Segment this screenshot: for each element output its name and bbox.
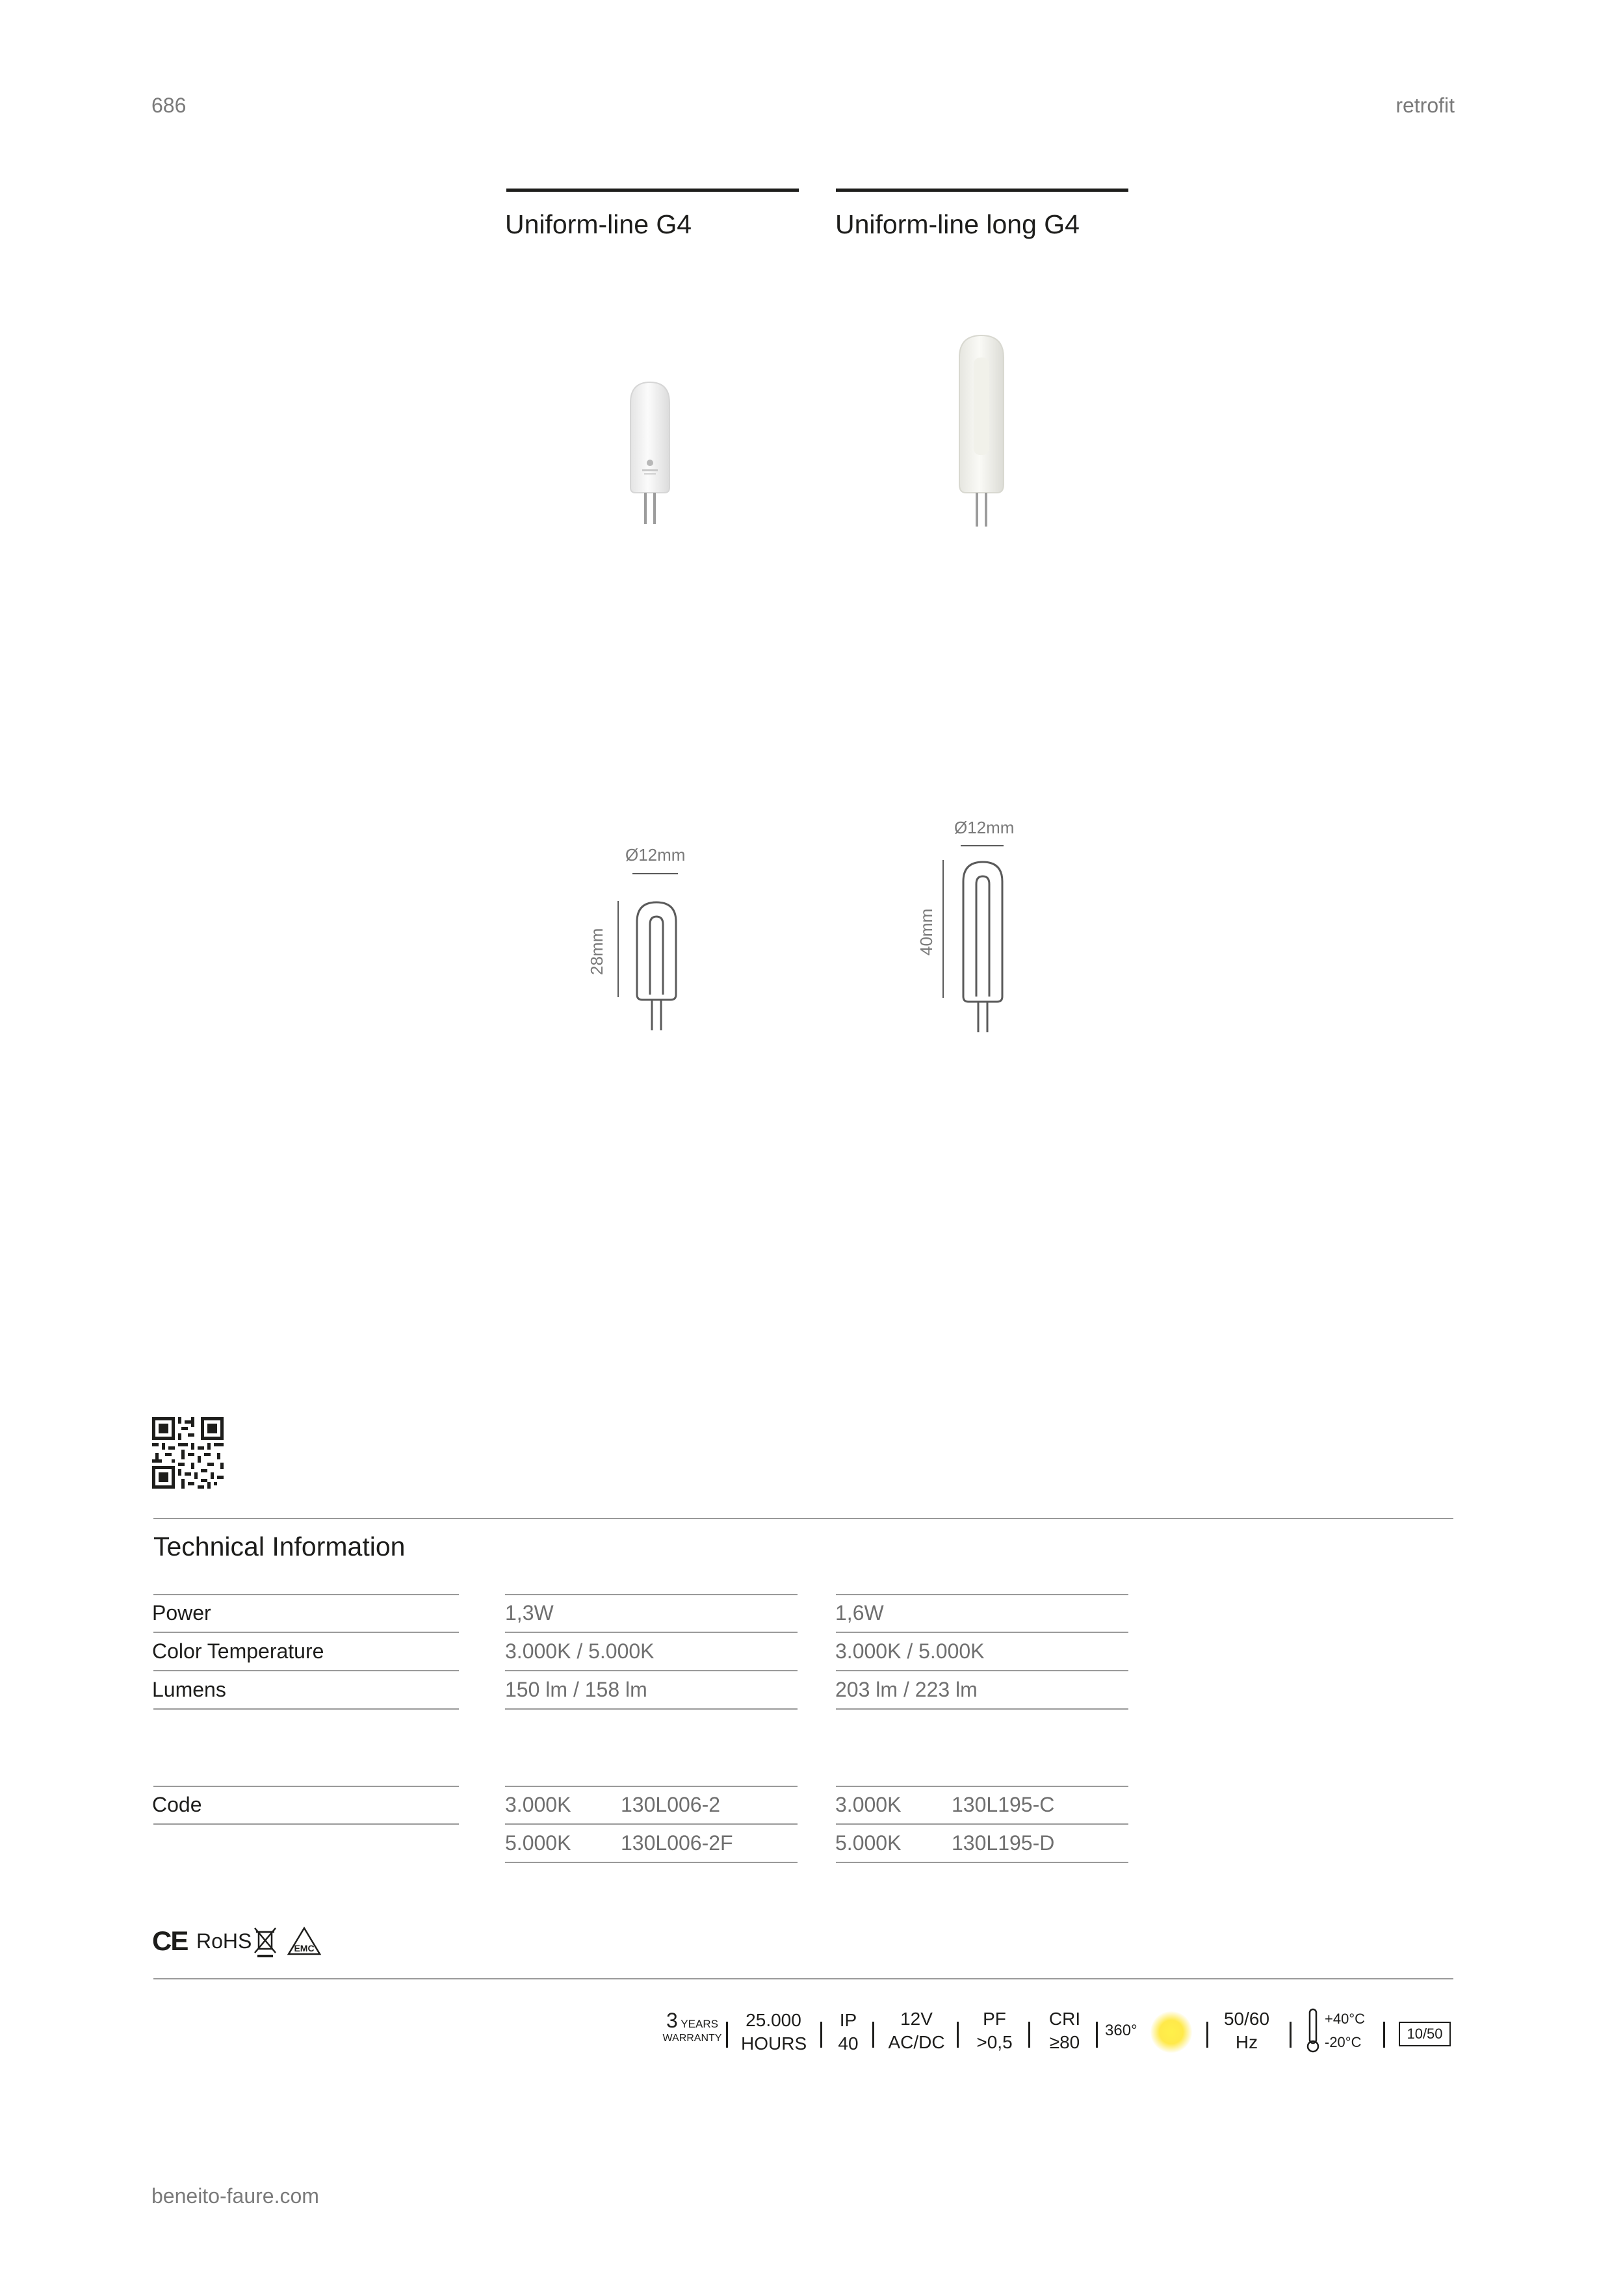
voltage-value: 12V — [900, 2009, 933, 2029]
thermometer-icon — [1305, 2007, 1321, 2054]
pf-value: >0,5 — [976, 2032, 1013, 2052]
product-2-photo — [954, 332, 1009, 530]
hours-spec — [741, 2009, 806, 2055]
col1-code-rule — [505, 1862, 798, 1863]
col1-code-temp-2: 5.000K — [505, 1831, 571, 1855]
product-2-title: Uniform-line long G4 — [835, 209, 1080, 239]
warranty-spec — [653, 2009, 731, 2044]
website-link[interactable]: beneito-faure.com — [151, 2184, 319, 2208]
spec-separator — [820, 2022, 822, 2048]
product-1-diameter: Ø12mm — [625, 845, 686, 865]
voltage-spec — [884, 2007, 949, 2054]
dimming-box-icon: 10/50 — [1399, 2022, 1451, 2046]
col1-code-1: 130L006-2 — [621, 1793, 721, 1816]
label-rule — [153, 1708, 459, 1710]
ce-mark-icon: CE — [152, 1925, 188, 1956]
label-code: Code — [152, 1793, 202, 1816]
product-1-height: 28mm — [587, 928, 606, 975]
pf-spec — [968, 2007, 1020, 2054]
col2-code-2: 130L195-D — [952, 1831, 1055, 1855]
temperature-range — [1325, 2007, 1365, 2054]
cri-value: ≥80 — [1049, 2032, 1080, 2052]
spec-separator — [1028, 2022, 1030, 2048]
col2-color-temperature: 3.000K / 5.000K — [835, 1639, 985, 1663]
spec-separator — [872, 2022, 874, 2048]
cri-label: CRI — [1048, 2009, 1081, 2029]
product-2-diameter-line — [961, 845, 1004, 846]
product-1-drawing — [630, 897, 682, 1034]
tech-top-rule — [153, 1518, 1453, 1519]
frequency-unit: Hz — [1235, 2032, 1258, 2052]
spec-separator — [1096, 2022, 1098, 2048]
col2-code-rule — [836, 1862, 1128, 1863]
hours-value: 25.000 — [746, 2010, 801, 2030]
beam-angle-icon — [1150, 2011, 1192, 2053]
spec-separator — [1383, 2022, 1385, 2048]
spec-separator — [957, 2022, 959, 2048]
pf-label: PF — [983, 2009, 1006, 2029]
product-1-title: Uniform-line G4 — [505, 209, 692, 239]
warranty-years: YEARS — [681, 2018, 718, 2030]
col2-code-1: 130L195-C — [952, 1793, 1055, 1816]
warranty-num: 3 — [666, 2009, 678, 2032]
ip-spec — [832, 2009, 864, 2055]
product-1-height-line — [617, 901, 619, 997]
code-label-rule — [153, 1823, 459, 1825]
product-1-diameter-line — [632, 873, 678, 874]
product-1-rule — [506, 189, 799, 192]
col2-power: 1,6W — [835, 1601, 884, 1624]
label-power: Power — [152, 1601, 211, 1624]
hours-label: HOURS — [741, 2033, 807, 2054]
ip-value: 40 — [838, 2033, 859, 2054]
specs-rule — [153, 1978, 1453, 1979]
emc-triangle-icon — [286, 1925, 322, 1958]
col1-rule — [505, 1708, 798, 1710]
product-2-diameter: Ø12mm — [954, 818, 1015, 837]
product-1-photo — [624, 377, 676, 527]
temp-min: -20°C — [1325, 2034, 1362, 2050]
section-title: retrofit — [1396, 94, 1455, 117]
frequency-value: 50/60 — [1223, 2009, 1270, 2029]
col1-power: 1,3W — [505, 1601, 554, 1624]
cri-spec — [1039, 2007, 1091, 2054]
col2-lumens: 203 lm / 223 lm — [835, 1678, 978, 1701]
beam-angle-label: 360° — [1105, 2022, 1137, 2039]
col1-lumens: 150 lm / 158 lm — [505, 1678, 647, 1701]
weee-bin-icon — [252, 1925, 278, 1958]
product-2-drawing — [957, 857, 1009, 1036]
col1-code-temp-1: 3.000K — [505, 1793, 571, 1816]
col1-color-temperature: 3.000K / 5.000K — [505, 1639, 655, 1663]
label-lumens: Lumens — [152, 1678, 226, 1701]
temp-max: +40°C — [1325, 2011, 1366, 2027]
qr-code[interactable] — [152, 1417, 224, 1489]
voltage-current: AC/DC — [888, 2032, 945, 2052]
col2-rule — [836, 1708, 1128, 1710]
col2-code-temp-2: 5.000K — [835, 1831, 902, 1855]
col2-code-temp-1: 3.000K — [835, 1793, 902, 1816]
product-2-height-line — [942, 860, 944, 998]
rohs-label: RoHS — [196, 1929, 252, 1953]
spec-separator — [726, 2022, 728, 2048]
product-2-rule — [836, 189, 1128, 192]
frequency-spec — [1217, 2007, 1277, 2054]
warranty-label: WARRANTY — [662, 2033, 722, 2044]
ip-label: IP — [839, 2010, 857, 2030]
spec-separator — [1290, 2022, 1292, 2048]
col1-code-2: 130L006-2F — [621, 1831, 733, 1855]
product-2-height: 40mm — [916, 908, 936, 956]
emc-label: EMC — [294, 1943, 315, 1953]
tech-title: Technical Information — [153, 1532, 406, 1561]
page-number: 686 — [151, 94, 187, 117]
spec-separator — [1206, 2022, 1208, 2048]
label-color-temperature: Color Temperature — [152, 1639, 324, 1663]
